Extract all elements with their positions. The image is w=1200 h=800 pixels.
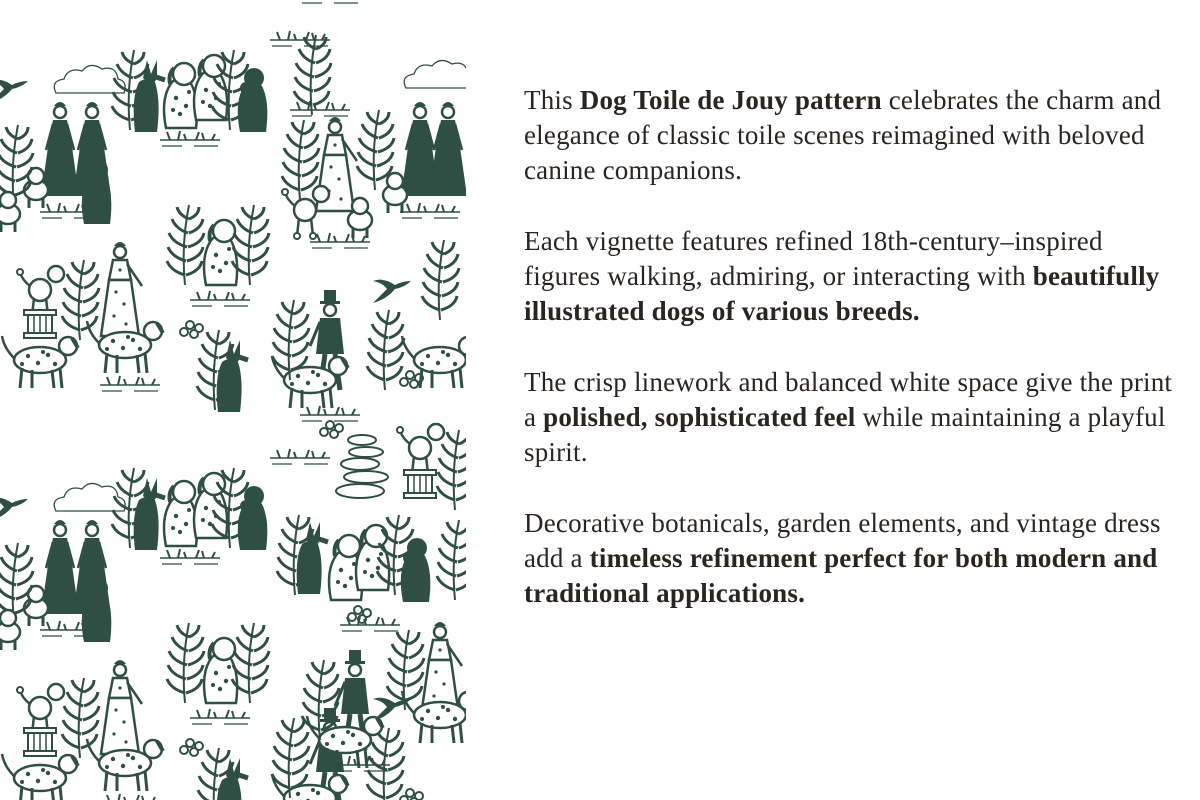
- paragraph-2-segment-1: Each vignette features refined 18th-century–inspired figures walking, admiring, or interacting with: [524, 226, 1103, 291]
- feel-highlight: polished, sophisticated feel: [543, 402, 856, 432]
- paragraph-1-segment-1: This: [524, 85, 580, 115]
- pattern-column-right: [277, 35, 466, 771]
- dog-toile-pattern-illustration: [0, 0, 466, 800]
- refinement-highlight: timeless refinement perfect for both modern and traditional applications.: [524, 543, 1158, 608]
- description-text-panel: [524, 83, 1174, 647]
- paragraph-3-segment-3: while maintaining a playful spirit.: [524, 402, 1166, 467]
- paragraph-1-segment-3: celebrates the charm and elegance of classic toile scenes reimagined with beloved canine companions.: [524, 85, 1162, 185]
- paragraph-4-segment-1: Decorative botanicals, garden elements, and vintage dress add a: [524, 508, 1161, 573]
- pattern-name-highlight: Dog Toile de Jouy pattern: [579, 85, 882, 115]
- description-paragraph-2: [524, 224, 1174, 329]
- description-paragraph-1: [524, 83, 1174, 188]
- description-paragraph-3: [524, 365, 1174, 470]
- pattern-tile-3: [0, 0, 423, 3]
- paragraph-3-segment-1: The crisp linework and balanced white space give the print a: [524, 367, 1173, 432]
- description-paragraph-4: [524, 506, 1174, 611]
- dogs-highlight: beautifully illustrated dogs of various breeds.: [524, 261, 1160, 326]
- toile-pattern-panel: [0, 0, 466, 800]
